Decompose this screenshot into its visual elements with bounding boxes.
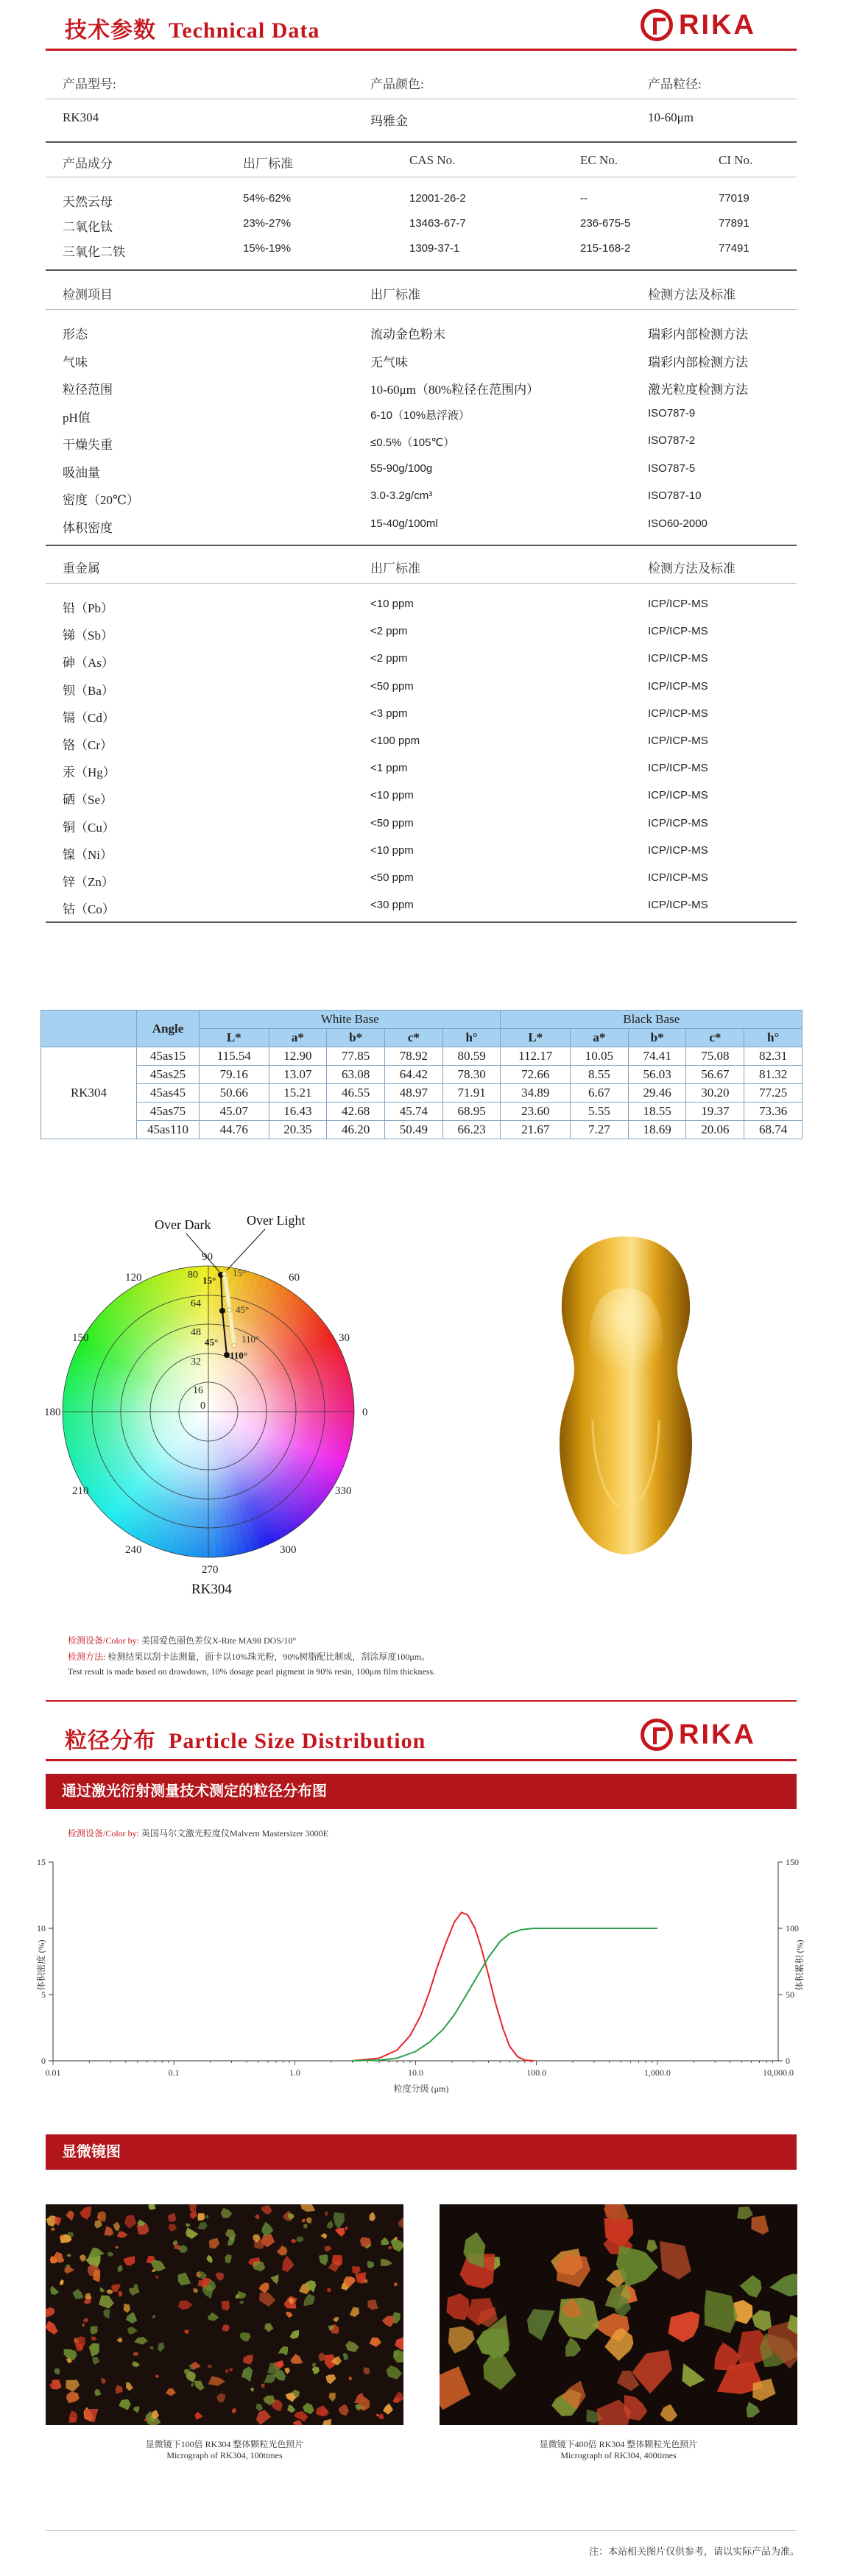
x-tick-label: 10,000.0 — [763, 2067, 794, 2078]
angle-cell: 45as75 — [137, 1103, 200, 1121]
device-text: 美国爱色丽色差仪X-Rite MA98 DOS/10° — [141, 1635, 297, 1646]
table-cell: 10-60μm（80%粒径在范围内） — [370, 383, 540, 397]
section-rule — [46, 545, 797, 546]
col-header: a* — [571, 1029, 629, 1047]
angle-label: 60 — [289, 1272, 300, 1284]
composition-header: 产品成分 — [63, 157, 113, 171]
table-cell: 铬（Cr） — [63, 738, 113, 752]
col-header: b* — [327, 1029, 385, 1047]
table-cell: 形态 — [63, 328, 88, 342]
x-tick-label: 10.0 — [408, 2067, 423, 2078]
black-value-cell: 10.05 — [571, 1047, 629, 1066]
table-cell: pH值 — [63, 410, 91, 425]
over-dark-label: Over Dark — [155, 1217, 211, 1232]
black-value-cell: 21.67 — [501, 1121, 571, 1139]
title-cn: 技术参数 — [65, 18, 156, 43]
composition-header: 出厂标准 — [243, 157, 293, 171]
psd-title — [65, 1722, 426, 1755]
chart-series — [353, 1912, 657, 2061]
table-cell: 锑（Sb） — [63, 629, 113, 643]
table-cell: ISO60-2000 — [648, 517, 708, 530]
white-value-cell: 16.43 — [269, 1103, 327, 1121]
point-label: 110° — [241, 1334, 260, 1345]
table-cell: 天然云母 — [63, 195, 113, 209]
table-cell: ISO787-2 — [648, 434, 696, 447]
black-value-cell: 81.32 — [744, 1066, 803, 1084]
table-cell: ICP/ICP-MS — [648, 843, 708, 857]
table-cell: <3 ppm — [370, 707, 408, 720]
table-cell: 吸油量 — [63, 465, 100, 480]
footer-rule — [46, 2530, 797, 2531]
white-value-cell: 68.95 — [442, 1103, 501, 1121]
product-color-label: 产品颜色: — [370, 77, 424, 91]
caption-cn: 显微镜下400倍 RK304 整体颗粒光色照片 — [539, 2439, 698, 2449]
white-value-cell: 15.21 — [269, 1084, 327, 1103]
x-tick-label: 0.1 — [168, 2067, 180, 2078]
col-header: L* — [501, 1029, 571, 1047]
table-cell: ICP/ICP-MS — [648, 625, 708, 638]
y-tick-label-left: 5 — [41, 1989, 46, 2000]
table-cell: <100 ppm — [370, 735, 420, 747]
black-value-cell: 20.06 — [686, 1121, 744, 1139]
black-value-cell: 6.67 — [571, 1084, 629, 1103]
table-cell: 铜（Cu） — [63, 820, 115, 835]
table-cell: ≤0.5%（105℃） — [370, 436, 455, 449]
wheel-device-note — [68, 1634, 296, 1646]
table-cell: 3.0-3.2g/cm³ — [370, 489, 433, 502]
white-value-cell: 64.42 — [385, 1066, 443, 1084]
psd-title-rule — [46, 1759, 797, 1761]
table-cell: <50 ppm — [370, 871, 414, 884]
white-value-cell: 50.66 — [200, 1084, 269, 1103]
caption-en: Micrograph of RK304, 400times — [560, 2450, 677, 2460]
angle-label: 150 — [72, 1332, 89, 1344]
black-value-cell: 74.41 — [628, 1047, 686, 1066]
black-value-cell: 75.08 — [686, 1047, 744, 1066]
rika-logo-text: RIKA — [679, 1719, 756, 1750]
table-cell: 砷（As） — [63, 656, 114, 670]
angle-label: 120 — [125, 1272, 142, 1284]
table-cell: 15-40g/100ml — [370, 517, 438, 530]
wheel-method-note — [68, 1650, 430, 1663]
table-cell: 激光粒度检测方法 — [648, 383, 748, 397]
table-cell: 15%-19% — [243, 242, 292, 255]
particle — [90, 2326, 97, 2335]
tests-header: 检测方法及标准 — [648, 288, 736, 302]
ring-label: 16 — [193, 1385, 203, 1396]
white-value-cell: 42.68 — [327, 1103, 385, 1121]
white-value-cell: 50.49 — [385, 1121, 443, 1139]
section-rule — [46, 921, 797, 923]
data-point — [219, 1308, 225, 1314]
table-cell: 镍（Ni） — [63, 847, 113, 862]
section-rule — [46, 269, 797, 271]
table-cell: 二氧化钛 — [63, 220, 113, 234]
angle-label: 300 — [280, 1544, 297, 1556]
white-value-cell: 20.35 — [269, 1121, 327, 1139]
table-cell: ISO787-5 — [648, 461, 696, 475]
table-cell: 汞（Hg） — [63, 765, 116, 780]
table-cell: 体积密度 — [63, 520, 113, 535]
angle-label: 90 — [202, 1251, 213, 1263]
page-title — [65, 12, 320, 44]
micrograph-1-caption — [46, 2438, 403, 2461]
point-label: 15° — [202, 1275, 216, 1286]
black-value-cell: 18.69 — [628, 1121, 686, 1139]
black-value-cell: 18.55 — [628, 1103, 686, 1121]
color-wheel-chart — [37, 1207, 390, 1604]
table-cell: 锌（Zn） — [63, 875, 114, 889]
y-tick-label-right: 150 — [786, 1857, 799, 1867]
table-cell: 干燥失重 — [63, 438, 113, 452]
table-cell: 77891 — [719, 217, 749, 230]
table-row — [41, 1066, 803, 1084]
tests-header: 出厂标准 — [370, 288, 420, 302]
table-cell: 215-168-2 — [580, 242, 631, 255]
angle-cell: 45as25 — [137, 1066, 200, 1084]
angle-label: 210 — [72, 1485, 89, 1497]
ring-label: 32 — [191, 1356, 201, 1367]
white-value-cell: 79.16 — [200, 1066, 269, 1084]
product-size-value: 10-60μm — [648, 110, 694, 124]
y-tick-label-right: 0 — [786, 2056, 790, 2066]
table-cell: 粒径范围 — [63, 383, 113, 397]
composition-header: CI No. — [719, 153, 753, 167]
white-value-cell: 78.30 — [442, 1066, 501, 1084]
footer-note: 注：本站相关图片仅供参考，请以实际产品为准。 — [589, 2546, 800, 2557]
black-value-cell: 68.74 — [744, 1121, 803, 1139]
table-cell: 铅（Pb） — [63, 601, 113, 615]
micrograph-400x — [440, 2204, 797, 2425]
over-light-label: Over Light — [247, 1213, 306, 1228]
point-label: 45° — [205, 1337, 219, 1348]
table-cell: ICP/ICP-MS — [648, 598, 708, 610]
black-value-cell: 72.66 — [501, 1066, 571, 1084]
table-cell: 55-90g/100g — [370, 461, 433, 475]
col-header: b* — [628, 1029, 686, 1047]
rika-logo-text: RIKA — [679, 9, 756, 40]
white-base-header: White Base — [200, 1011, 501, 1029]
header-rule — [46, 49, 797, 51]
col-header: a* — [269, 1029, 327, 1047]
caption-en: Micrograph of RK304, 100times — [166, 2450, 283, 2460]
black-value-cell: 29.46 — [628, 1084, 686, 1103]
table-cell: 77491 — [719, 242, 749, 255]
table-cell: 13463-67-7 — [409, 217, 466, 230]
white-value-cell: 44.76 — [200, 1121, 269, 1139]
rika-logo-mark-icon — [641, 1719, 673, 1751]
table-cell: 54%-62% — [243, 192, 292, 205]
product-model-value: RK304 — [63, 110, 99, 124]
table-cell: 12001-26-2 — [409, 192, 466, 205]
black-value-cell: 19.37 — [686, 1103, 744, 1121]
table-cell: 6-10（10%悬浮液） — [370, 408, 470, 422]
particle-size-chart — [29, 1847, 814, 2098]
angle-cell: 45as110 — [137, 1121, 200, 1139]
caption-cn: 显微镜下100倍 RK304 整体颗粒光色照片 — [145, 2439, 304, 2449]
angle-label: 240 — [125, 1544, 142, 1556]
psd-device-label: 检测设备/Color by: — [68, 1828, 140, 1839]
psd-banner: 通过激光衍射测量技术测定的粒径分布图 — [46, 1774, 797, 1809]
white-value-cell: 45.07 — [200, 1103, 269, 1121]
table-row — [41, 1047, 803, 1066]
gold-sample-shape — [541, 1111, 710, 1575]
table-cell: ICP/ICP-MS — [648, 652, 708, 665]
psd-device-text: 英国马尔文激光粒度仪Malvern Mastersizer 3000E — [141, 1828, 328, 1839]
white-value-cell: 71.91 — [442, 1084, 501, 1103]
table-cell: 硒（Se） — [63, 793, 113, 807]
table-cell: <30 ppm — [370, 899, 414, 912]
table-cell: 1309-37-1 — [409, 242, 460, 255]
black-value-cell: 56.67 — [686, 1066, 744, 1084]
table-cell: <1 ppm — [370, 762, 408, 775]
y-tick-label-left: 15 — [37, 1857, 46, 1867]
table-cell: 镉（Cd） — [63, 710, 115, 725]
metals-header: 重金属 — [63, 562, 100, 576]
col-header: c* — [686, 1029, 744, 1047]
table-cell: <10 ppm — [370, 598, 414, 610]
composition-header: EC No. — [580, 153, 618, 167]
x-tick-label: 1.0 — [289, 2067, 300, 2078]
white-value-cell: 77.85 — [327, 1047, 385, 1066]
table-cell: ICP/ICP-MS — [648, 871, 708, 884]
table-cell: <50 ppm — [370, 816, 414, 829]
col-header: c* — [385, 1029, 443, 1047]
y-tick-label-right: 100 — [786, 1923, 799, 1933]
table-cell: 无气味 — [370, 355, 408, 369]
y-axis-left-label: 体积密度 (%) — [36, 1939, 46, 1991]
over-light-leader — [227, 1229, 265, 1270]
point-label: 110° — [230, 1350, 247, 1361]
angle-label: 330 — [335, 1485, 352, 1497]
angle-label: 270 — [202, 1564, 219, 1576]
title-en: Technical Data — [169, 18, 320, 43]
table-cell: ICP/ICP-MS — [648, 679, 708, 693]
section-rule — [46, 141, 797, 143]
composition-header: CAS No. — [409, 153, 456, 167]
data-point — [224, 1352, 230, 1358]
data-point — [232, 1343, 236, 1348]
y-tick-label-left: 10 — [37, 1923, 46, 1933]
table-cell: 瑞彩内部检测方法 — [648, 328, 748, 342]
table-cell: ISO787-9 — [648, 406, 696, 420]
data-point — [227, 1308, 232, 1312]
white-value-cell: 13.07 — [269, 1066, 327, 1084]
table-cell: 钡（Ba） — [63, 683, 114, 698]
table-cell: <10 ppm — [370, 843, 414, 857]
col-header: h° — [744, 1029, 803, 1047]
table-cell: 钴（Co） — [63, 902, 115, 917]
product-size-label: 产品粒径: — [648, 77, 702, 91]
table-cell: <10 ppm — [370, 789, 414, 802]
table-cell: ICP/ICP-MS — [648, 899, 708, 912]
product-cell: RK304 — [41, 1047, 137, 1139]
y-tick-label-left: 0 — [41, 2056, 46, 2066]
table-cell: 236-675-5 — [580, 217, 631, 230]
table-cell: 瑞彩内部检测方法 — [648, 355, 748, 369]
table-cell: <2 ppm — [370, 652, 408, 665]
white-value-cell: 46.55 — [327, 1084, 385, 1103]
ring-label: 64 — [191, 1298, 201, 1309]
angle-cell: 45as15 — [137, 1047, 200, 1066]
angle-cell: 45as45 — [137, 1084, 200, 1103]
product-model-label: 产品型号: — [63, 77, 116, 91]
col-header: L* — [200, 1029, 269, 1047]
rika-logo — [641, 9, 756, 41]
y-axis-right-label: 体积累积 (%) — [794, 1939, 805, 1991]
divider — [46, 309, 797, 310]
black-base-header: Black Base — [501, 1011, 803, 1029]
table-cell: ICP/ICP-MS — [648, 735, 708, 747]
x-tick-label: 1,000.0 — [643, 2067, 671, 2078]
data-point — [222, 1272, 227, 1276]
black-value-cell: 112.17 — [501, 1047, 571, 1066]
divider — [46, 583, 797, 584]
chart-axes — [37, 1857, 799, 2078]
table-cell: <2 ppm — [370, 625, 408, 638]
black-value-cell: 5.55 — [571, 1103, 629, 1121]
wheel-caption: RK304 — [191, 1582, 232, 1597]
white-value-cell: 80.59 — [442, 1047, 501, 1066]
angle-label: 0 — [362, 1406, 368, 1418]
white-value-cell: 78.92 — [385, 1047, 443, 1066]
density-series-line — [353, 1912, 534, 2061]
table-cell: 77019 — [719, 192, 749, 205]
table-cell: 23%-27% — [243, 217, 292, 230]
white-value-cell: 48.97 — [385, 1084, 443, 1103]
sample-body — [560, 1236, 692, 1554]
black-value-cell: 73.36 — [744, 1103, 803, 1121]
white-value-cell: 63.08 — [327, 1066, 385, 1084]
table-cell: ISO787-10 — [648, 489, 702, 502]
table-cell: ICP/ICP-MS — [648, 707, 708, 720]
ring-label: 0 — [200, 1401, 205, 1412]
metals-header: 检测方法及标准 — [648, 562, 736, 576]
white-value-cell: 66.23 — [442, 1121, 501, 1139]
angle-header: Angle — [137, 1011, 200, 1047]
rika-logo-mark-icon — [641, 9, 673, 41]
micrograph-100x — [46, 2204, 403, 2425]
black-value-cell: 8.55 — [571, 1066, 629, 1084]
table-cell: -- — [580, 192, 588, 205]
table-row — [41, 1084, 803, 1103]
x-axis-label: 粒度分级 (μm) — [393, 2084, 449, 2094]
point-label: 45° — [236, 1304, 250, 1315]
ring-label: 80 — [188, 1270, 198, 1281]
black-value-cell: 82.31 — [744, 1047, 803, 1066]
x-tick-label: 100.0 — [526, 2067, 547, 2078]
black-value-cell: 30.20 — [686, 1084, 744, 1103]
table-cell: ICP/ICP-MS — [648, 762, 708, 775]
table-cell: 密度（20℃） — [63, 493, 140, 507]
ring-label: 48 — [191, 1327, 201, 1338]
psd-title-en: Particle Size Distribution — [169, 1729, 426, 1753]
point-label: 15° — [233, 1267, 247, 1278]
psd-title-cn: 粒径分布 — [65, 1729, 156, 1753]
black-value-cell: 7.27 — [571, 1121, 629, 1139]
table-corner — [41, 1011, 137, 1047]
psd-device-note — [68, 1827, 328, 1839]
device-label: 检测设备/Color by: — [68, 1635, 140, 1646]
micrograph-2-caption — [440, 2438, 797, 2461]
wheel-english-note: Test result is made based on drawdown, 10% dosage pearl pigment in 90% resin, 100μm film thickness. — [68, 1666, 436, 1677]
micro-banner: 显微镜图 — [46, 2134, 797, 2170]
black-value-cell: 34.89 — [501, 1084, 571, 1103]
white-value-cell: 115.54 — [200, 1047, 269, 1066]
table-cell: <50 ppm — [370, 679, 414, 693]
black-value-cell: 56.03 — [628, 1066, 686, 1084]
table-cell: ICP/ICP-MS — [648, 816, 708, 829]
x-tick-label: 0.01 — [45, 2067, 61, 2078]
angle-label: 30 — [339, 1332, 350, 1344]
cumulative-series-line — [353, 1928, 657, 2061]
y-tick-label-right: 50 — [786, 1989, 794, 2000]
col-header: h° — [442, 1029, 501, 1047]
black-value-cell: 77.25 — [744, 1084, 803, 1103]
method-label: 检测方法: — [68, 1652, 106, 1662]
white-value-cell: 46.20 — [327, 1121, 385, 1139]
white-value-cell: 45.74 — [385, 1103, 443, 1121]
white-value-cell: 12.90 — [269, 1047, 327, 1066]
particle — [148, 2204, 155, 2209]
method-text: 检测结果以刮卡法测量，面卡以10%珠光粉，90%树脂配比制成，刮涂厚度100μm。 — [107, 1652, 431, 1662]
black-value-cell: 23.60 — [501, 1103, 571, 1121]
metals-header: 出厂标准 — [370, 562, 420, 576]
table-cell: 气味 — [63, 355, 88, 369]
table-cell: 三氧化二铁 — [63, 245, 125, 259]
angle-label: 180 — [44, 1406, 61, 1418]
rika-logo — [641, 1719, 756, 1751]
table-cell: ICP/ICP-MS — [648, 789, 708, 802]
table-cell: 流动金色粉末 — [370, 328, 445, 342]
tests-header: 检测项目 — [63, 288, 113, 302]
product-color-value: 玛雅金 — [370, 114, 408, 128]
sample-highlight — [589, 1288, 663, 1384]
psd-top-rule — [46, 1700, 797, 1702]
